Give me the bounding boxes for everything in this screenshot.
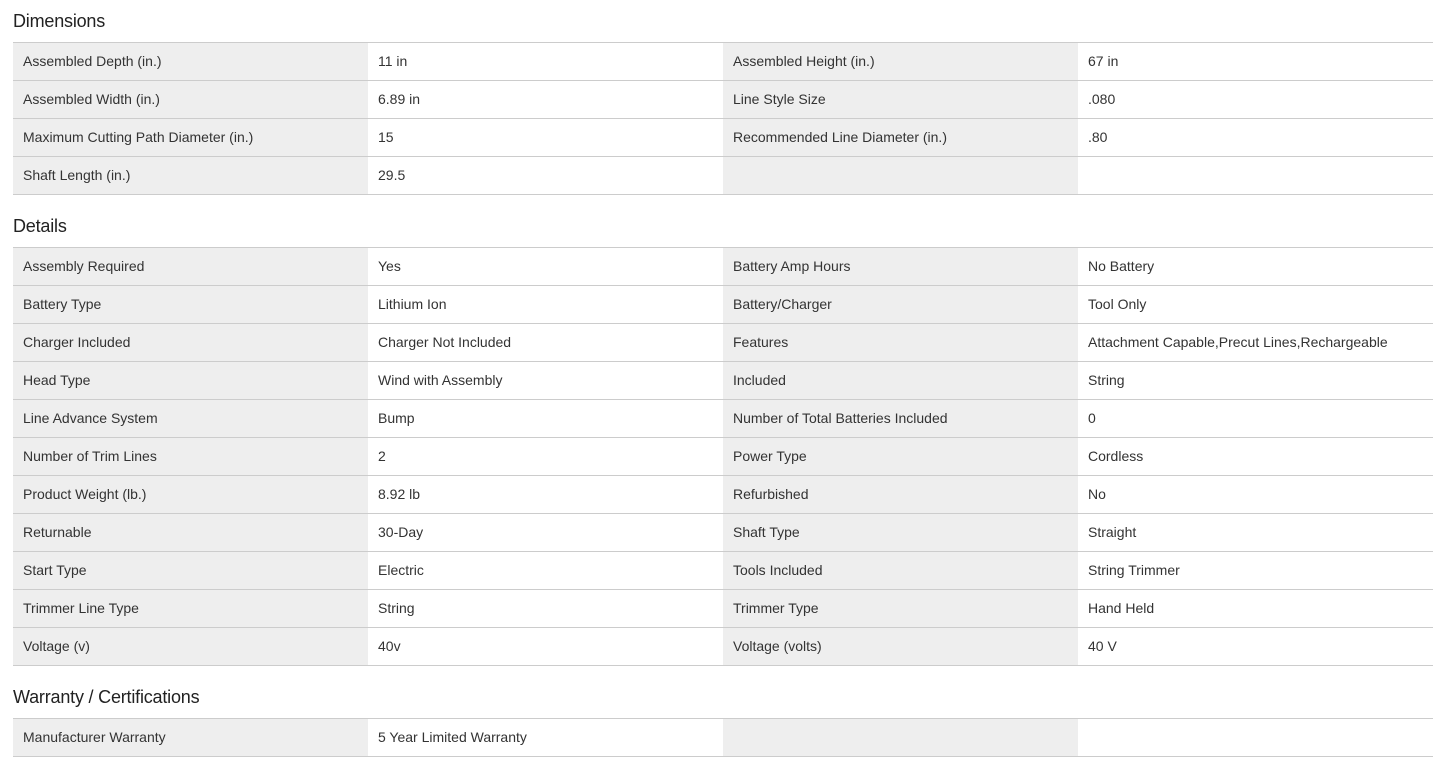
spec-value: Wind with Assembly <box>368 362 723 399</box>
spec-value: 30-Day <box>368 514 723 551</box>
spec-value: .080 <box>1078 81 1433 118</box>
spec-value: No <box>1078 476 1433 513</box>
spec-label: Line Advance System <box>13 400 368 437</box>
spec-value: Yes <box>368 248 723 285</box>
table-row <box>13 552 1433 590</box>
spec-label: Voltage (volts) <box>723 628 1078 665</box>
spec-label: Battery Amp Hours <box>723 248 1078 285</box>
warranty-table <box>13 718 1433 757</box>
spec-value: 11 in <box>368 43 723 80</box>
spec-value: .80 <box>1078 119 1433 156</box>
spec-value: 29.5 <box>368 157 723 194</box>
spec-label: Head Type <box>13 362 368 399</box>
table-row <box>13 476 1433 514</box>
table-row <box>13 514 1433 552</box>
spec-label: Assembled Width (in.) <box>13 81 368 118</box>
spec-value: String <box>368 590 723 627</box>
table-row <box>13 324 1433 362</box>
spec-value: Lithium Ion <box>368 286 723 323</box>
spec-label: Number of Total Batteries Included <box>723 400 1078 437</box>
spec-value: Hand Held <box>1078 590 1433 627</box>
spec-label: Battery/Charger <box>723 286 1078 323</box>
spec-value: 2 <box>368 438 723 475</box>
spec-value: 6.89 in <box>368 81 723 118</box>
spec-value: Attachment Capable,Precut Lines,Rechargeable <box>1078 324 1433 361</box>
spec-value: 15 <box>368 119 723 156</box>
spec-label-empty <box>723 157 1078 194</box>
table-row <box>13 590 1433 628</box>
spec-value: Charger Not Included <box>368 324 723 361</box>
spec-label: Refurbished <box>723 476 1078 513</box>
spec-label: Line Style Size <box>723 81 1078 118</box>
spec-label: Assembled Height (in.) <box>723 43 1078 80</box>
table-row <box>13 719 1433 757</box>
spec-value-empty <box>1078 157 1433 194</box>
table-row <box>13 628 1433 666</box>
spec-value: Cordless <box>1078 438 1433 475</box>
spec-value: String Trimmer <box>1078 552 1433 589</box>
table-row <box>13 81 1433 119</box>
details-table <box>13 247 1433 666</box>
spec-label: Trimmer Line Type <box>13 590 368 627</box>
spec-value: Bump <box>368 400 723 437</box>
spec-label: Voltage (v) <box>13 628 368 665</box>
spec-value: Straight <box>1078 514 1433 551</box>
table-row <box>13 119 1433 157</box>
spec-value: 40v <box>368 628 723 665</box>
spec-value: String <box>1078 362 1433 399</box>
spec-label: Returnable <box>13 514 368 551</box>
table-row <box>13 362 1433 400</box>
section-title-dimensions: Dimensions <box>13 11 106 31</box>
spec-value: 5 Year Limited Warranty <box>368 719 723 756</box>
spec-value: Tool Only <box>1078 286 1433 323</box>
spec-label: Manufacturer Warranty <box>13 719 368 756</box>
section-title-warranty: Warranty / Certifications <box>13 687 200 707</box>
spec-label: Assembled Depth (in.) <box>13 43 368 80</box>
spec-label: Features <box>723 324 1078 361</box>
spec-label: Charger Included <box>13 324 368 361</box>
table-row <box>13 438 1433 476</box>
spec-label: Shaft Type <box>723 514 1078 551</box>
table-row <box>13 286 1433 324</box>
spec-value: No Battery <box>1078 248 1433 285</box>
spec-label-empty <box>723 719 1078 756</box>
spec-label: Maximum Cutting Path Diameter (in.) <box>13 119 368 156</box>
spec-label: Start Type <box>13 552 368 589</box>
spec-label: Assembly Required <box>13 248 368 285</box>
spec-value: 40 V <box>1078 628 1433 665</box>
spec-label: Battery Type <box>13 286 368 323</box>
table-row <box>13 400 1433 438</box>
table-row <box>13 43 1433 81</box>
spec-label: Power Type <box>723 438 1078 475</box>
spec-value: Electric <box>368 552 723 589</box>
spec-label: Product Weight (lb.) <box>13 476 368 513</box>
dimensions-table <box>13 42 1433 195</box>
spec-label: Recommended Line Diameter (in.) <box>723 119 1078 156</box>
spec-label: Included <box>723 362 1078 399</box>
section-title-details: Details <box>13 216 67 236</box>
spec-label: Number of Trim Lines <box>13 438 368 475</box>
spec-value: 8.92 lb <box>368 476 723 513</box>
table-row <box>13 157 1433 195</box>
spec-value: 0 <box>1078 400 1433 437</box>
spec-value-empty <box>1078 719 1433 756</box>
spec-label: Shaft Length (in.) <box>13 157 368 194</box>
spec-value: 67 in <box>1078 43 1433 80</box>
spec-label: Tools Included <box>723 552 1078 589</box>
table-row <box>13 248 1433 286</box>
spec-label: Trimmer Type <box>723 590 1078 627</box>
